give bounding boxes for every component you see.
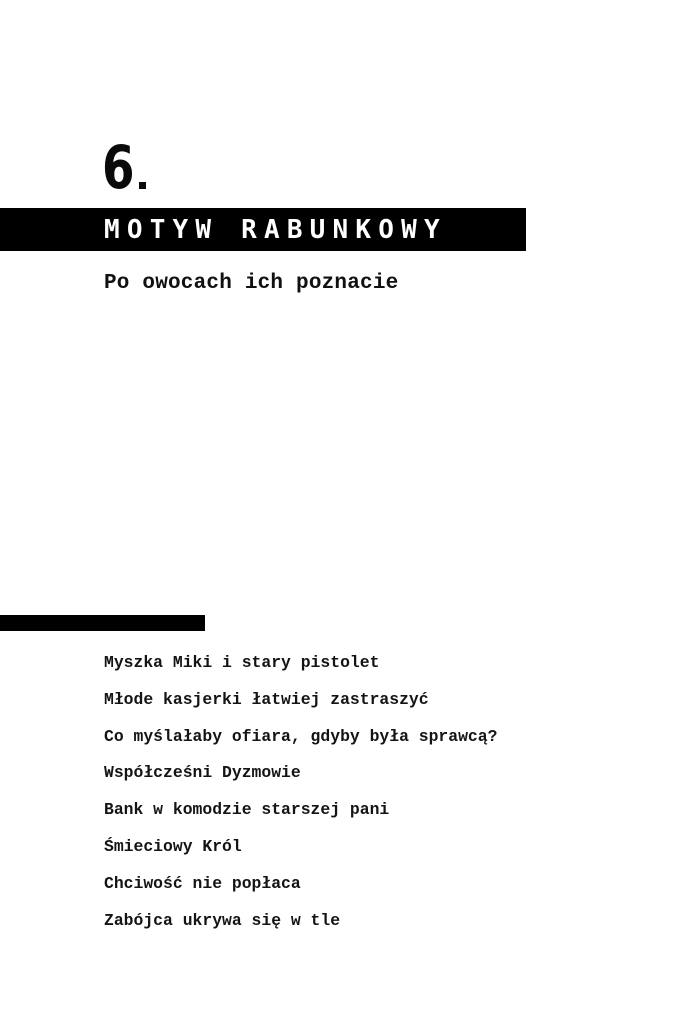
contents-item: Młode kasjerki łatwiej zastraszyć xyxy=(104,689,429,709)
contents-item: Chciwość nie popłaca xyxy=(104,873,301,893)
section-divider-bar xyxy=(0,615,205,631)
contents-item: Bank w komodzie starszej pani xyxy=(104,800,390,820)
chapter-number: 6 xyxy=(102,133,134,203)
contents-item: Współcześni Dyzmowie xyxy=(104,763,301,783)
contents-item: Śmieciowy Król xyxy=(104,836,242,856)
chapter-title: MOTYW RABUNKOWY xyxy=(104,215,447,245)
contents-item: Zabójca ukrywa się w tle xyxy=(104,910,341,930)
contents-item: Co myślałaby ofiara, gdyby była sprawcą? xyxy=(104,726,498,746)
chapter-subtitle: Po owocach ich poznacie xyxy=(104,272,399,295)
contents-item: Myszka Miki i stary pistolet xyxy=(104,653,380,672)
chapter-contents-list xyxy=(104,650,497,944)
chapter-number-dot xyxy=(139,182,146,189)
